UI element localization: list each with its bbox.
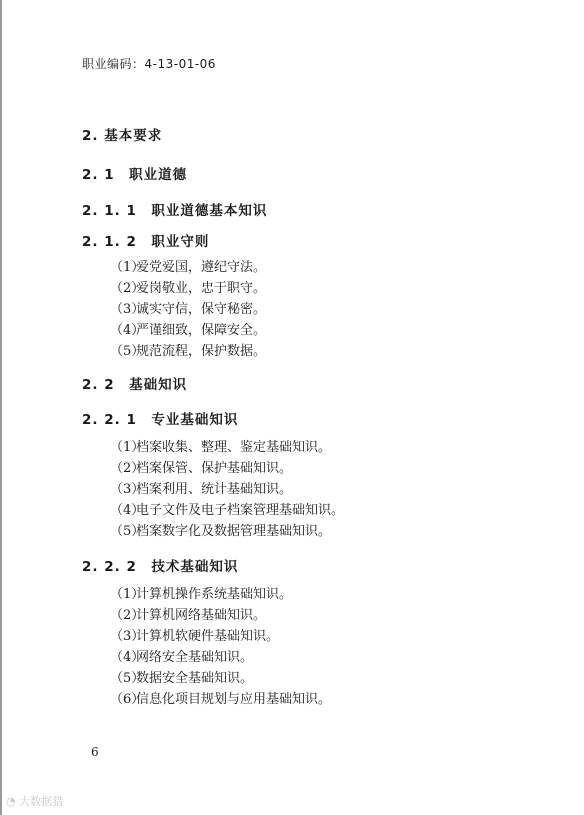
heading-code-of-conduct: 2. 1. 2 职业守则	[82, 234, 210, 250]
list-item: （5）档案数字化及数据管理基础知识。	[110, 524, 332, 539]
list-item: （4）网络安全基础知识。	[110, 650, 254, 665]
list-item: （3）档案利用、统计基础知识。	[110, 482, 293, 497]
list-item: （5）规范流程，保护数据。	[110, 344, 267, 359]
list-item: （2）爱岗敬业，忠于职守。	[110, 281, 267, 296]
list-item: （2）计算机网络基础知识。	[110, 608, 267, 623]
heading-basic-knowledge: 2. 2 基础知识	[82, 377, 188, 393]
heading-technical-basics: 2. 2. 2 技术基础知识	[82, 559, 239, 575]
list-item: （6）信息化项目规划与应用基础知识。	[110, 692, 332, 707]
list-item: （3）计算机软硬件基础知识。	[110, 629, 280, 644]
list-item: （2）档案保管、保护基础知识。	[110, 461, 293, 476]
occupation-code: 职业编码：4-13-01-06	[82, 57, 216, 71]
heading-professional-basics: 2. 2. 1 专业基础知识	[82, 412, 239, 428]
page-number: 6	[91, 745, 99, 759]
list-item: （1）计算机操作系统基础知识。	[110, 587, 293, 602]
watermark-text: 大数据猎	[19, 795, 64, 808]
list-item: （1）爱党爱国，遵纪守法。	[110, 260, 267, 275]
professional-basics-list	[110, 437, 344, 542]
technical-basics-list	[110, 584, 331, 710]
list-item: （1）档案收集、整理、鉴定基础知识。	[110, 440, 332, 455]
code-of-conduct-list	[110, 257, 266, 362]
list-item: （5）数据安全基础知识。	[110, 671, 254, 686]
list-item: （3）诚实守信，保守秘密。	[110, 302, 267, 317]
watermark-logo	[6, 793, 63, 809]
heading-ethics-basics: 2. 1. 1 职业道德基本知识	[82, 203, 268, 219]
heading-basic-requirements: 2. 基本要求	[82, 128, 163, 144]
list-item: （4）电子文件及电子档案管理基础知识。	[110, 503, 345, 518]
watermark-icon: ◔	[6, 795, 16, 808]
list-item: （4）严谨细致，保障安全。	[110, 323, 267, 338]
heading-professional-ethics: 2. 1 职业道德	[82, 167, 188, 183]
